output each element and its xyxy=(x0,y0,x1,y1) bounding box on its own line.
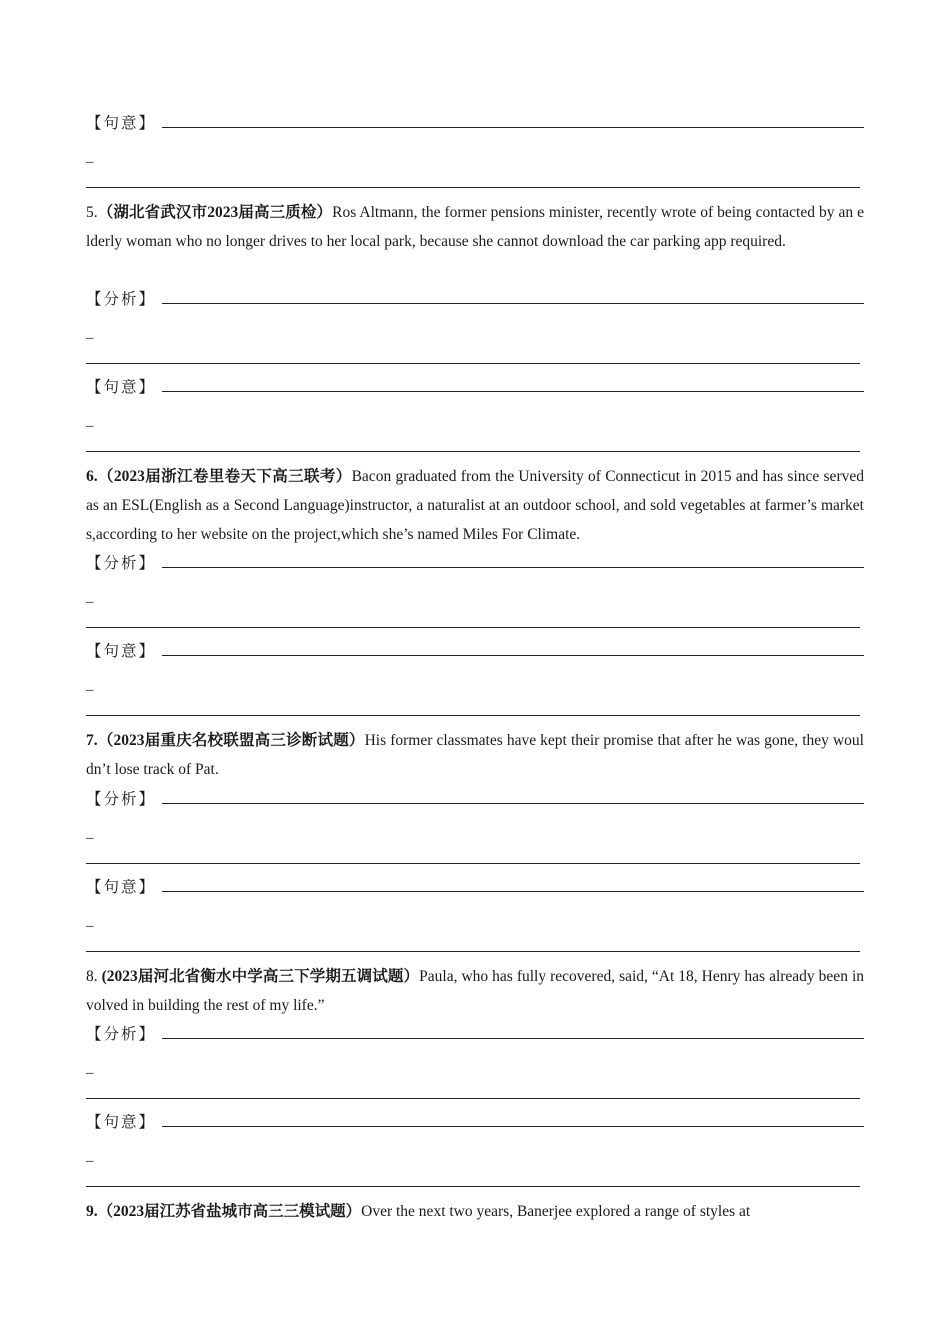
answer-line[interactable] xyxy=(86,627,860,628)
question-text: Over the next two years, Banerjee explored a range of styles at xyxy=(361,1203,751,1220)
question-5 xyxy=(86,198,864,256)
answer-line[interactable] xyxy=(86,451,860,452)
analysis-row xyxy=(86,285,864,314)
analysis-row xyxy=(86,549,864,578)
answer-line[interactable] xyxy=(86,187,860,188)
dash-mark: _ xyxy=(86,325,94,341)
answer-line[interactable] xyxy=(162,803,864,804)
meaning-label: 【句意】 xyxy=(86,115,157,132)
meaning-label: 【句意】 xyxy=(86,379,157,396)
meaning-label: 【句意】 xyxy=(86,879,157,896)
answer-line[interactable] xyxy=(162,655,864,656)
dash-mark: _ xyxy=(86,677,94,693)
answer-line[interactable] xyxy=(86,863,860,864)
question-text: Bacon graduated from the University of Connecticut in 2015 and has since served as an ESL(English as a Second Language)instructor, a naturalist at an outdoor school, and sold vegetables at farmer’s markets,according to her website on the project,which she’s named Miles For Climate. xyxy=(86,468,864,543)
dash-mark: _ xyxy=(86,413,94,429)
question-number: 9. xyxy=(86,1203,98,1220)
dash-mark: _ xyxy=(86,825,94,841)
answer-line[interactable] xyxy=(86,363,860,364)
question-number: 5. xyxy=(86,204,98,221)
question-9 xyxy=(86,1197,864,1226)
question-number: 8. xyxy=(86,968,98,985)
answer-line[interactable] xyxy=(86,1186,860,1187)
analysis-row xyxy=(86,1020,864,1049)
question-text: Ros Altmann, the former pensions minister, recently wrote of being contacted by an elderly woman who no longer drives to her local park, because she cannot download the car parking app required. xyxy=(86,204,864,250)
dash-mark: _ xyxy=(86,1060,94,1076)
question-text: His former classmates have kept their promise that after he was gone, they wouldn’t lose track of Pat. xyxy=(86,732,864,778)
question-number: 6. xyxy=(86,468,98,485)
dash-mark: _ xyxy=(86,1148,94,1164)
question-number: 7. xyxy=(86,732,98,749)
answer-line[interactable] xyxy=(162,1038,864,1039)
question-source: （湖北省武汉市2023届高三质检） xyxy=(97,204,333,221)
question-6 xyxy=(86,462,864,549)
analysis-label: 【分析】 xyxy=(86,555,157,572)
analysis-row xyxy=(86,785,864,814)
answer-line[interactable] xyxy=(162,391,864,392)
answer-line[interactable] xyxy=(162,891,864,892)
analysis-label: 【分析】 xyxy=(86,791,157,808)
meaning-row xyxy=(86,873,864,902)
question-7 xyxy=(86,726,864,784)
dash-mark: _ xyxy=(86,913,94,929)
answer-line[interactable] xyxy=(162,1126,864,1127)
answer-line[interactable] xyxy=(86,951,860,952)
question-text: Paula, who has fully recovered, said, “At 18, Henry has already been involved in building the rest of my life.” xyxy=(86,968,864,1014)
meaning-row xyxy=(86,109,864,138)
meaning-label: 【句意】 xyxy=(86,1114,157,1131)
analysis-label: 【分析】 xyxy=(86,1026,157,1043)
question-source: （2023届重庆名校联盟高三诊断试题） xyxy=(97,732,365,749)
answer-line[interactable] xyxy=(162,127,864,128)
answer-line[interactable] xyxy=(162,567,864,568)
analysis-label: 【分析】 xyxy=(86,291,157,308)
question-source: （2023届浙江卷里卷天下高三联考） xyxy=(97,468,352,485)
question-8 xyxy=(86,962,864,1020)
meaning-row xyxy=(86,1108,864,1137)
answer-line[interactable] xyxy=(162,303,864,304)
meaning-label: 【句意】 xyxy=(86,643,157,660)
dash-mark: _ xyxy=(86,589,94,605)
meaning-row xyxy=(86,373,864,402)
answer-line[interactable] xyxy=(86,715,860,716)
question-source: （2023届江苏省盐城市高三三模试题） xyxy=(97,1203,362,1220)
answer-line[interactable] xyxy=(86,1098,860,1099)
dash-mark: _ xyxy=(86,149,94,165)
meaning-row xyxy=(86,637,864,666)
question-source: (2023届河北省衡水中学高三下学期五调试题） xyxy=(97,968,420,985)
